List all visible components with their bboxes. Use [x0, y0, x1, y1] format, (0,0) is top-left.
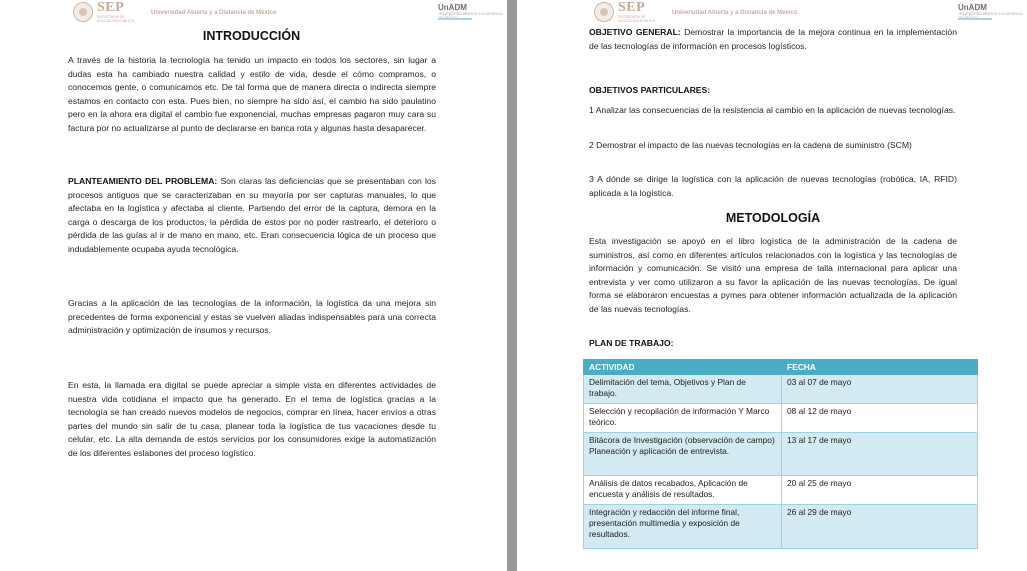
page-gutter — [507, 0, 517, 571]
general-objective-paragraph — [589, 26, 957, 53]
date-cell: 20 al 25 de mayo — [782, 476, 978, 505]
problem-label: PLANTEAMIENTO DEL PROBLEMA: — [68, 176, 218, 186]
page-header — [0, 0, 507, 30]
table-header-activity: ACTIVIDAD — [584, 360, 782, 375]
work-plan-label: PLAN DE TRABAJO: — [589, 338, 674, 348]
table-row — [584, 476, 978, 505]
particular-objectives-label: OBJETIVOS PARTICULARES: — [589, 85, 711, 95]
sep-logo — [618, 1, 658, 23]
unadm-logo-word: UnADM — [958, 3, 987, 12]
sep-logo — [97, 1, 137, 23]
table-row — [584, 375, 978, 404]
problem-text: Son claras las deficiencias que se presentaban con los procesos antiguos que se caracterizaban en su mayoría por ser capturas manuales, lo que afectaba en la logística y afectaba al cliente. Partiendo del error de la captura, demora en la carga o descarga de los productos, la pérdida de estos por no poder rastrearlo, el deterioro o pérdida de las guías al ir de mano en mano, etc. Eran consecuencia lógica de un proceso que indudablemente ocupaba ayuda tecnológica. — [68, 176, 436, 254]
benefits-paragraph: Gracias a la aplicación de las tecnologías de la información, la logística da una mejora sin precedentes de forma exponencial y estas se vuelven aliadas indispensables para una correcta administración y optimización de insumos y recursos. — [68, 298, 436, 335]
activity-cell: Análisis de datos recabados, Aplicación de encuesta y análisis de resultados. — [584, 476, 782, 505]
table-row — [584, 404, 978, 433]
table-row — [584, 505, 978, 549]
unadm-underline — [438, 18, 472, 20]
unadm-logo-subtitle: UNIVERSIDAD ABIERTA Y A DISTANCIA — [438, 12, 503, 16]
sep-logo-subtitle: SECRETARÍA DE EDUCACIÓN PÚBLICA — [618, 15, 655, 23]
activity-cell: Integración y redacción del informe final, presentación multimedia y exposición de resultados. — [584, 505, 782, 549]
mexico-seal-icon — [594, 2, 614, 22]
work-plan-table — [583, 359, 978, 549]
general-objective-text: Demostrar la importancia de la mejora continua en la implementación de las tecnologías de información en procesos logísticos. — [589, 27, 957, 51]
methodology-paragraph: Esta investigación se apoyó en el libro logística de la administración de la cadena de suministros, así como en diferentes artículos relacionados con la logística y las tecnologías de información y comunicación. Se visitó una empresa de talla internacional para aplicar una entrevista y ver como utilizaron a su favor la aplicación de las nuevas tecnologías. De igual forma se elaboraron encuestas a pymes para obtener información actualizada de la aplicación de las nuevas tecnologías. — [589, 236, 957, 314]
university-name: Universidad Abierta y a Distancia de México — [672, 10, 798, 16]
document-page-left — [0, 0, 507, 571]
university-name: Universidad Abierta y a Distancia de México — [151, 10, 277, 16]
introduction-paragraph: A través de la historia la tecnología ha tenido un impacto en todos los sectores, sin lugar a dudas esta ha cambiado nuestra calidad y estilo de vida, desde el cómo compramos, o conocemos gente, o comunicamos etc. De tal forma que de manera directa o indirecta siempre estamos en contacto con esta. Pues bien, no siempre ha sido así, el cambio ha sido paulatino pero en la ahora era digital el cambio fue exponencial, muchas empresas pagaron muy cara su factura por no actualizarse al punto de declararse en banca rota y algunas hasta desaparecer. — [68, 55, 436, 133]
table-header-row — [584, 360, 978, 375]
activity-cell: Delimitación del tema, Objetivos y Plan de trabajo. — [584, 375, 782, 404]
objective-item-2: 2 Demostrar el impacto de las nuevas tecnologías en la cadena de suministro (SCM) — [589, 140, 912, 150]
digital-era-paragraph: En esta, la llamada era digital se puede apreciar a simple vista en diferentes actividades de nuestra vida cotidiana el impacto que ha generado. En el tema de logística gracias a la tecnología se han creado nuevos modelos de negocios, comprar en línea, hacer envíos a otras partes del mundo sin salir de tu casa, planear toda la logística de tus vacaciones desde tu celular, etc. La alta demanda de estos servicios por los consumidores exige la automatización de los diferentes eslabones del proceso logístico. — [68, 380, 436, 458]
introduction-title: INTRODUCCIÓN — [202, 29, 301, 43]
general-objective-label: OBJETIVO GENERAL: — [589, 27, 681, 37]
sep-logo-subtitle: SECRETARÍA DE EDUCACIÓN PÚBLICA — [97, 15, 134, 23]
date-cell: 13 al 17 de mayo — [782, 433, 978, 476]
sep-logo-word: SEP — [97, 0, 125, 15]
methodology-title: METODOLOGÍA — [725, 211, 821, 225]
activity-cell: Bitácora de Investigación (observación de campo) Planeación y aplicación de entrevista. — [584, 433, 782, 476]
objective-item-1: 1 Analizar las consecuencias de la resistencia al cambio en la aplicación de nuevas tecnologías. — [589, 105, 956, 115]
activity-cell: Selección y recopilación de información Y Marco teórico. — [584, 404, 782, 433]
table-row — [584, 433, 978, 476]
objective-item-3: 3 A dónde se dirige la logística con la aplicación de nuevas tecnologías (robótica, IA, RFID) aplicada a la logística. — [589, 174, 957, 198]
date-cell: 26 al 29 de mayo — [782, 505, 978, 549]
date-cell: 08 al 12 de mayo — [782, 404, 978, 433]
table-header-date: FECHA — [782, 360, 978, 375]
unadm-underline — [958, 18, 992, 20]
date-cell: 03 al 07 de mayo — [782, 375, 978, 404]
sep-logo-word: SEP — [618, 0, 646, 15]
unadm-logo-subtitle: UNIVERSIDAD ABIERTA Y A DISTANCIA — [958, 12, 1023, 16]
unadm-logo-word: UnADM — [438, 3, 467, 12]
document-page-right — [517, 0, 1027, 571]
problem-paragraph — [68, 175, 436, 256]
mexico-seal-icon — [73, 2, 93, 22]
